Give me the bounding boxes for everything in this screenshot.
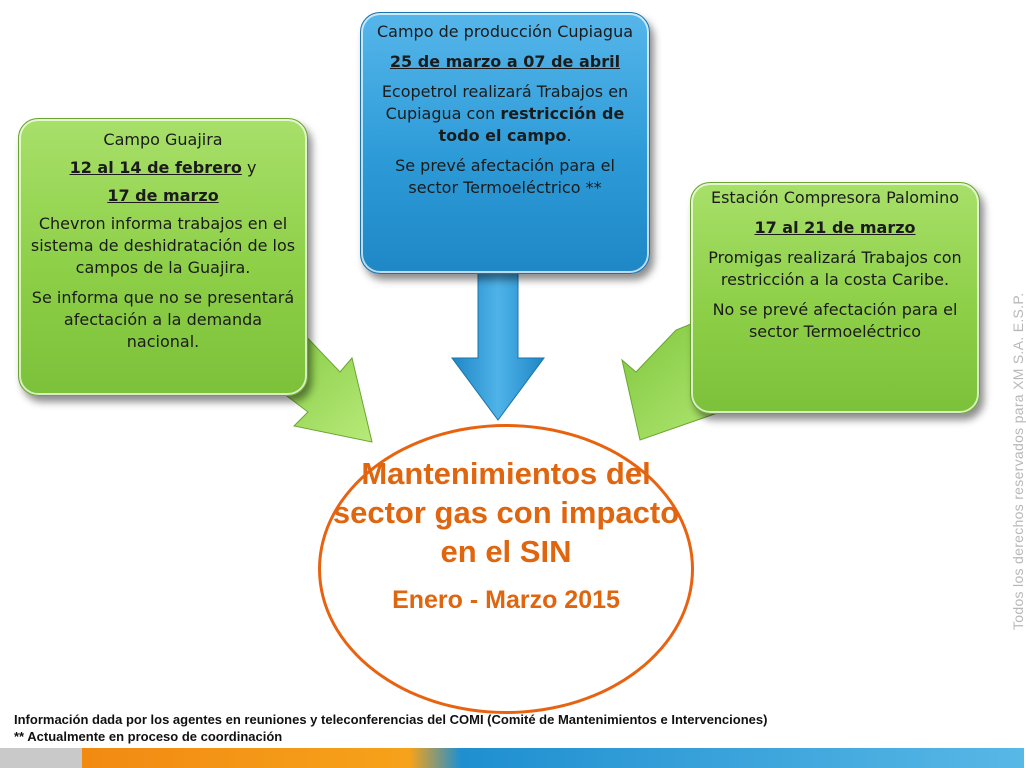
palomino-description: Promigas realizará Trabajos con restricción a la costa Caribe. bbox=[708, 248, 962, 289]
palomino-title: Estación Compresora Palomino bbox=[710, 188, 960, 207]
cupiagua-desc-pre: Ecopetrol realizará Trabajos en Cupiagua con bbox=[381, 82, 629, 123]
cupiagua-date: 25 de marzo a 07 de abril bbox=[389, 52, 621, 71]
cupiagua-description bbox=[371, 81, 639, 147]
footnotes bbox=[14, 711, 767, 745]
guajira-impact: Se informa que no se presentará afectación a la demanda nacional. bbox=[31, 288, 295, 351]
guajira-dates bbox=[29, 157, 297, 179]
center-period: Enero - Marzo 2015 bbox=[392, 586, 620, 614]
footnote-source: Información dada por los agentes en reuniones y teleconferencias del COMI (Comité de Mantenimientos e Intervenciones) bbox=[14, 712, 768, 727]
copyright-watermark: Todos los derechos reservados para XM S.A. E.S.P. bbox=[1010, 292, 1026, 630]
cupiagua-title: Campo de producción Cupiagua bbox=[376, 22, 634, 41]
cupiagua-box bbox=[360, 12, 650, 274]
guajira-date-1: 12 al 14 de febrero bbox=[69, 158, 242, 177]
guajira-box bbox=[18, 118, 308, 396]
center-title: Mantenimientos del sector gas con impacto en el SIN bbox=[332, 456, 680, 569]
guajira-description: Chevron informa trabajos en el sistema de deshidratación de los campos de la Guajira. bbox=[30, 214, 296, 277]
palomino-impact: No se prevé afectación para el sector Termoeléctrico bbox=[712, 300, 958, 341]
footnote-coordination: ** Actualmente en proceso de coordinación bbox=[14, 729, 283, 744]
cupiagua-desc-bold: restricción de todo el campo bbox=[438, 104, 625, 145]
cupiagua-impact: Se prevé afectación para el sector Termoeléctrico ** bbox=[395, 156, 615, 197]
guajira-title: Campo Guajira bbox=[103, 130, 223, 149]
top-arrow bbox=[452, 270, 544, 420]
palomino-box bbox=[690, 182, 980, 414]
guajira-date-2: 17 de marzo bbox=[107, 186, 219, 205]
guajira-date-joiner: y bbox=[241, 158, 257, 177]
cupiagua-desc-post: . bbox=[566, 126, 572, 145]
bottom-color-bar bbox=[0, 748, 1024, 768]
palomino-date: 17 al 21 de marzo bbox=[754, 218, 916, 237]
center-label bbox=[330, 454, 682, 615]
